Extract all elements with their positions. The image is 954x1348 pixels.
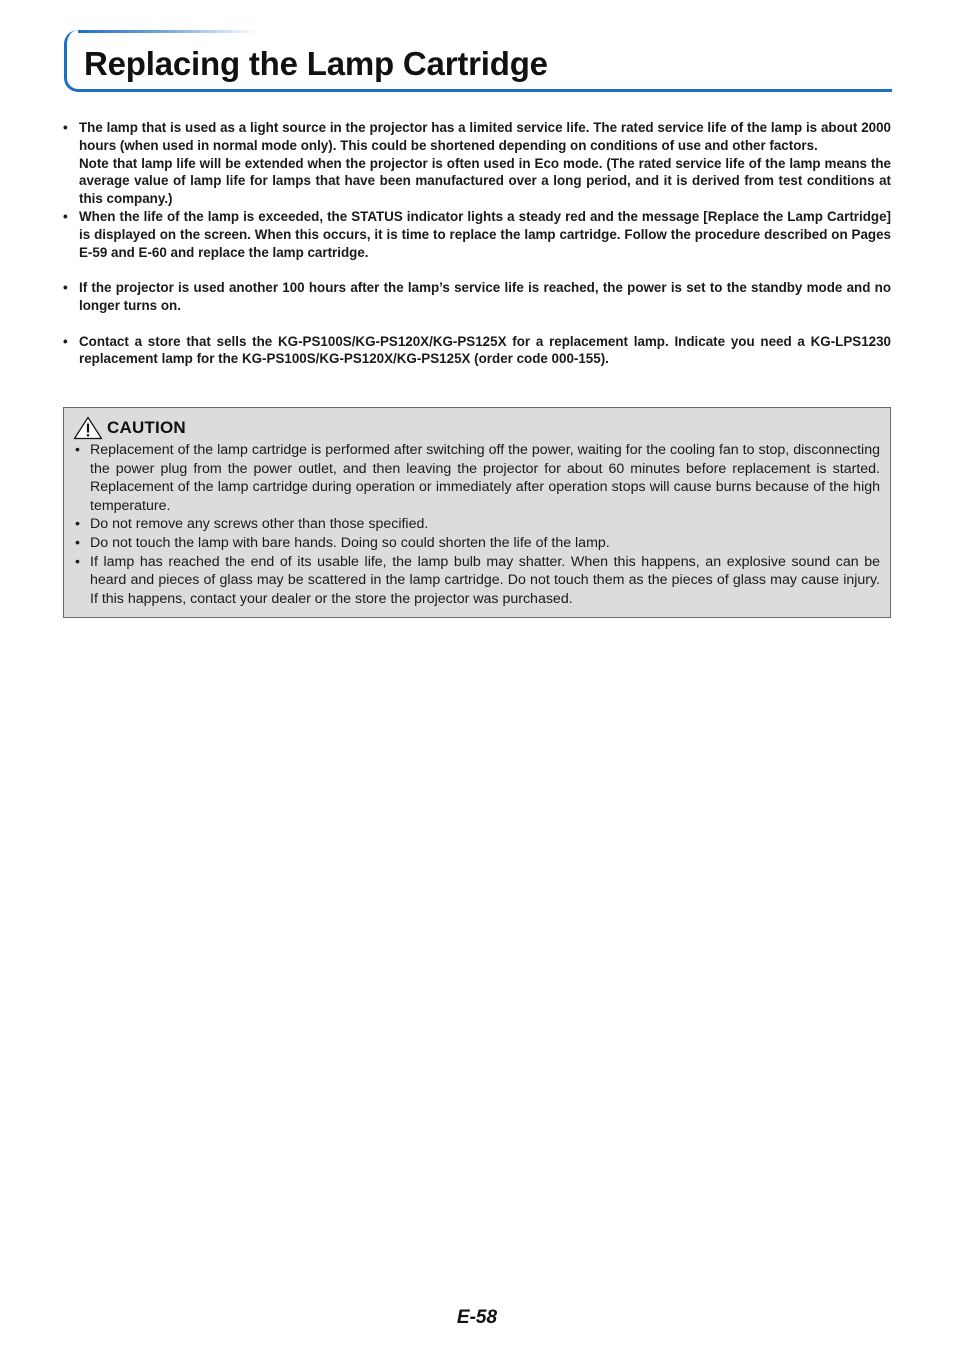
bullet-item-lamp-exceeded (63, 208, 891, 261)
page-title: Replacing the Lamp Cartridge (84, 45, 548, 82)
caution-list (73, 441, 880, 608)
title-accent-line (78, 30, 258, 33)
caution-item: • Replacement of the lamp cartridge is performed after switching off the power, waiting for the cooling fan to stop, disconnecting the power plug from the power outlet, and then leaving the projector for about 60 minutes before replacement is started. Replacement of the lamp cartridge during operation or immediately after operation stops will cause burns because of the high temperature. (73, 441, 880, 515)
caution-item: • Do not touch the lamp with bare hands. Doing so could shorten the life of the lamp. (73, 534, 880, 553)
caution-label: CAUTION (107, 418, 186, 437)
caution-item: • If lamp has reached the end of its usable life, the lamp bulb may shatter. When this happens, an explosive sound can be heard and pieces of glass may be scattered in the lamp cartridge. Do not touch them as the pieces of glass may cause injury. If this happens, contact your dealer or the store the projector was purchased. (73, 553, 880, 609)
bullet-item-standby-mode (63, 279, 891, 315)
bullet-paragraph: Note that lamp life will be extended when the projector is often used in Eco mode. (The rated service life of the lamp means the average value of lamp life for lamps that have been manufactured over a long period, and it is derived from test conditions at this company.) (79, 155, 891, 207)
caution-header (73, 416, 880, 440)
bullet-item-lamp-life (63, 119, 891, 208)
page-number: E-58 (456, 1307, 498, 1328)
bullet-paragraph: • If the projector is used another 100 hours after the lamp’s service life is reached, the power is set to the standby mode and no longer turns on. (79, 280, 891, 313)
bullet-item-replacement-lamp (63, 333, 891, 369)
bullet-paragraph: • When the life of the lamp is exceeded, the STATUS indicator lights a steady red and the message [Replace the Lamp Cartridge] is displayed on the screen. When this occurs, it is time to replace the lamp cartridge. Follow the procedure described on Pages E-59 and E-60 and replace the lamp cartridge. (79, 208, 891, 260)
caution-item: • Do not remove any screws other than those specified. (73, 515, 880, 534)
warning-triangle-icon (73, 416, 103, 440)
bullet-paragraph: • Contact a store that sells the KG-PS100S/KG-PS120X/KG-PS125X for a replacement lamp. Indicate you need a KG-LPS1230 replacement lamp for the KG-PS100S/KG-PS120X/KG-PS125X (order code 000-155). (79, 333, 891, 367)
caution-box (63, 407, 891, 618)
main-bullet-list (63, 119, 891, 368)
bullet-paragraph: • The lamp that is used as a light source in the projector has a limited service life. The rated service life of the lamp is about 2000 hours (when used in normal mode only). This could be shortened depending on conditions of use and other factors. (79, 120, 891, 153)
